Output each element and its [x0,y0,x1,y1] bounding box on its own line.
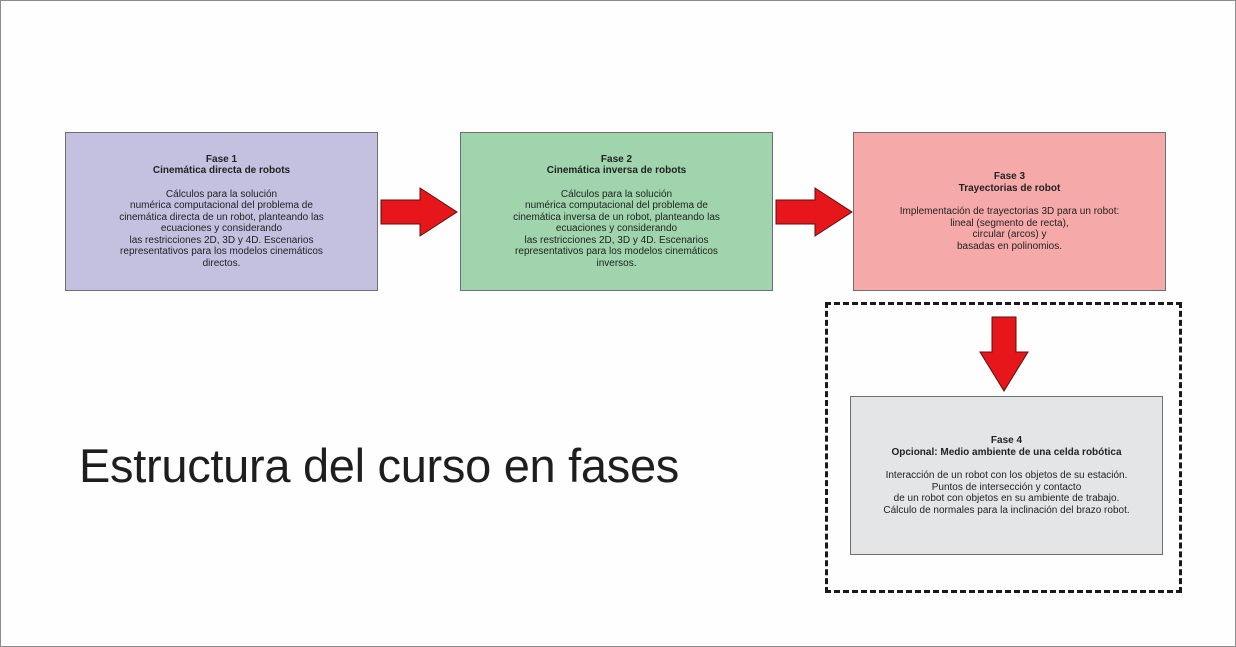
phase-1-label: Fase 1 [205,153,238,165]
phase-3-box [853,132,1166,291]
phase-3-description: Implementación de trayectorias 3D para un robot: lineal (segmento de recta), circular (arcos) y basadas en polinomios. [899,206,1120,252]
phase-1-box [65,132,378,291]
phase-2-title: Cinemática inversa de robots [546,165,687,177]
phase-3-label: Fase 3 [993,171,1026,182]
phase-2-label: Fase 2 [600,153,633,165]
phase-4-box [850,396,1163,555]
phase-3-title: Trayectorias de robot [958,182,1061,194]
phase-4-label: Fase 4 [990,435,1023,446]
phase-4-title: Opcional: Medio ambiente de una celda robótica [891,446,1122,458]
phase-2-box [460,132,773,291]
arrow-right-icon [773,186,855,238]
phase-2-description: Cálculos para la solución numérica computacional del problema de cinemática inversa de un robot, planteando las ecuaciones y considerando las restricciones 2D, 3D y 4D. Escenarios representativos para los modelos cinemáticos inversos. [513,188,720,269]
arrow-right-icon [378,186,460,238]
phase-1-description: Cálculos para la solución numérica computacional del problema de cinemática directa de un robot, planteando las ecuaciones y considerando las restricciones 2D, 3D y 4D. Escenarios representativos para los modelos cinemáticos directos. [119,188,324,269]
phase-1-title: Cinemática directa de robots [152,165,291,177]
arrow-down-icon [978,314,1030,394]
phase-4-description: Interacción de un robot con los objetos de su estación. Puntos de intersección y contacto de un robot con objetos en su ambiente de trabajo. Cálculo de normales para la inclinación del brazo robot. [883,470,1130,516]
diagram-heading: Estructura del curso en fases [79,439,679,492]
